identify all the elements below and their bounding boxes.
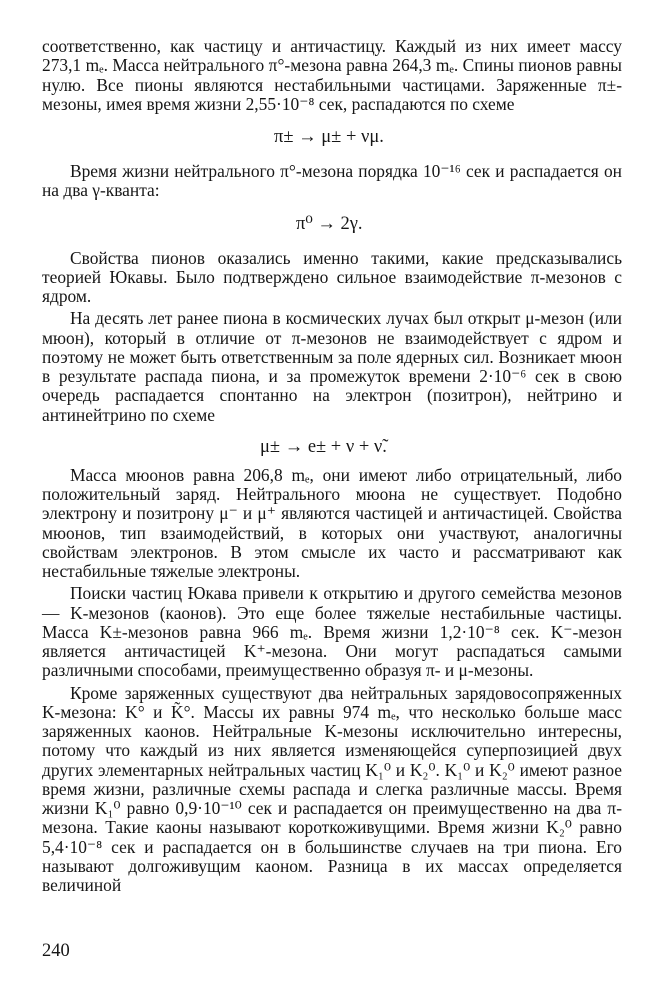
paragraph-neutral-kaons: Кроме заряженных существуют два нейтральных зарядовосопряженных K-мезона: K° и K̃°. Массы их равны 974 mₑ, что несколько больше масс заряженных каонов. Нейтральные K-мезоны исключительно интересны, потому что каждый из них является изменяющейся суперпозицией двух других элементарных нейтральных частиц K₁⁰ и K₂⁰. K₁⁰ и K₂⁰ имеют разное время жизни, различные схемы распада и слегка различные массы. Время жизни K₁⁰ равно 0,9·10⁻¹⁰ сек и распадается он преимущественно на два π-мезона. Такие каоны называют короткоживущими. Время жизни K₂⁰ равно 5,4·10⁻⁸ сек и распадается он в большинстве случаев на три пиона. Его называют долгоживущим каоном. Разница в их массах определяется величиной (42, 682, 622, 895)
page-number: 240 (42, 941, 70, 961)
paragraph-yukawa-theory: Свойства пионов оказались именно такими, какие предсказывались теорией Юкавы. Было подтверждено сильное взаимодействие π-мезонов с ядром. (42, 247, 622, 306)
paragraph-k-mesons: Поиски частиц Юкава привели к открытию и другого семейства мезонов — K-мезонов (каонов). Это еще более тяжелые нестабильные частицы. Масса K±-мезонов равна 966 mₑ. Время жизни 1,2·10⁻⁸ сек. K⁻-мезон является античастицей K⁺-мезона. Они могут распадаться самыми различными способами, преимущественно образуя π- и μ-мезоны. (42, 583, 622, 681)
paragraph-neutral-pion-lifetime: Время жизни нейтрального π°-мезона порядка 10⁻¹⁶ сек и распадается он на два γ-кванта: (42, 161, 622, 201)
paragraph-muon-properties: Масса мюонов равна 206,8 mₑ, они имеют либо отрицательный, либо положительный заряд. Нейтрального мюона не существует. Подобно электрону и позитрону μ⁻ и μ⁺ являются частицей и античастицей. Свойства мюонов, тип взаимодействий, в которых они участвуют, аналогичны свойствам электронов. В этом смысле их часто и рассматривают как нестабильные тяжелые электроны. (42, 464, 622, 581)
formula-neutral-pion-decay: π⁰ → 2γ. (296, 213, 363, 234)
paragraph-pion-masses: соответственно, как частицу и античастицу. Каждый из них имеет массу 273,1 mₑ. Масса нейтрального π°-мезона равна 264,3 mₑ. Спины пионов равны нулю. Все пионы являются нестабильными частицами. Заряженные π±-мезоны, имея время жизни 2,55·10⁻⁸ сек, распадаются по схеме (42, 36, 622, 114)
formula-charged-pion-decay: π± → μ± + νμ. (274, 127, 384, 147)
formula-muon-decay: μ± → e± + ν + ν̃. (260, 436, 387, 457)
paragraph-muon-discovery: На десять лет ранее пиона в космических лучах был открыт μ-мезон (или мюон), который в отличие от π-мезонов не взаимодействует с ядром и поэтому не может быть ответственным за поле ядерных сил. Возникает мюон в результате распада пиона, и за промежуток времени 2·10⁻⁶ сек в свою очередь распадается спонтанно на электрон (позитрон), нейтрино и антинейтрино по схеме (42, 308, 622, 425)
